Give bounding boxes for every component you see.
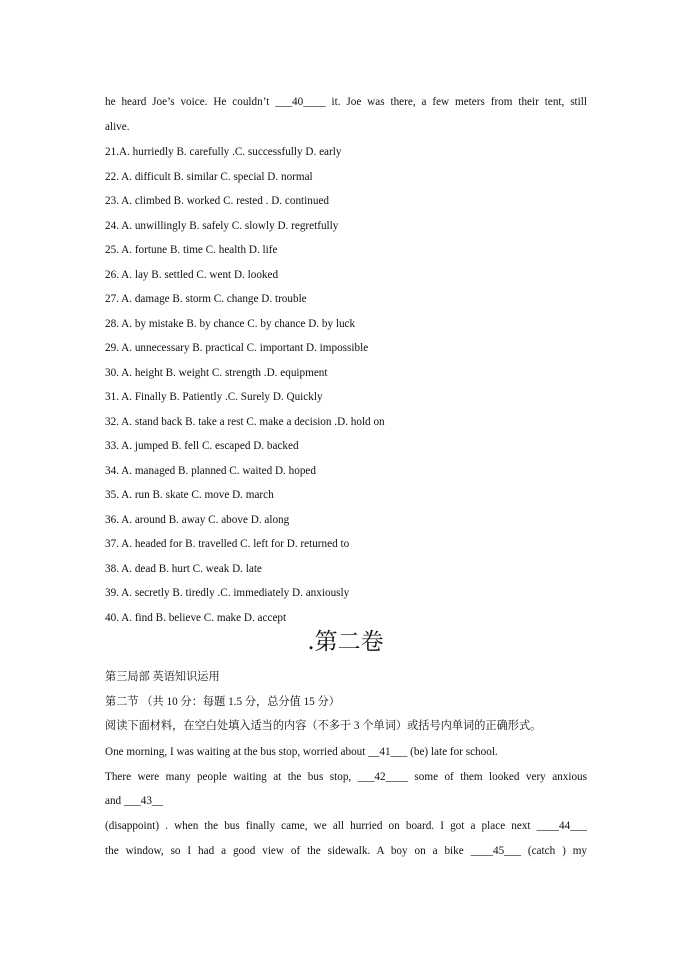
- passage-line: One morning, I was waiting at the bus stop, worried about __41___ (be) late for school.: [105, 746, 498, 758]
- passage-line: alive.: [105, 121, 130, 133]
- passage-line: and ___43__: [105, 795, 164, 807]
- question-33: 33. A. jumped B. fell C. escaped D. backed: [105, 440, 299, 452]
- question-32: 32. A. stand back B. take a rest C. make a decision .D. hold on: [105, 415, 385, 428]
- question-28: 28. A. by mistake B. by chance C. by chance D. by luck: [105, 317, 356, 330]
- question-34: 34. A. managed B. planned C. waited D. hoped: [105, 464, 316, 477]
- question-35: 35. A. run B. skate C. move D. march: [105, 489, 274, 501]
- question-39: 39. A. secretly B. tiredly .C. immediately D. anxiously: [105, 587, 350, 599]
- question-38: 38. A. dead B. hurt C. weak D. late: [105, 562, 262, 575]
- volume-heading: .第二卷: [307, 629, 384, 655]
- question-30: 30. A. height B. weight C. strength .D. equipment: [105, 366, 328, 379]
- section-title: 第二节 （共 10 分：每题 1.5 分，总分值 15 分）: [105, 695, 340, 708]
- passage-line: the window, so I had a good view of the sidewalk. A boy on a bike ____45___ (catch ) my: [105, 844, 587, 857]
- question-24: 24. A. unwillingly B. safely C. slowly D. regretfully: [105, 219, 339, 232]
- question-23: 23. A. climbed B. worked C. rested . D. continued: [105, 195, 330, 207]
- passage-line: There were many people waiting at the bus stop, ___42____ some of them looked very anxious: [105, 770, 587, 783]
- question-26: 26. A. lay B. settled C. went D. looked: [105, 268, 279, 281]
- question-27: 27. A. damage B. storm C. change D. trouble: [105, 293, 307, 305]
- question-40: 40. A. find B. believe C. make D. accept: [105, 611, 287, 624]
- passage-line: he heard Joe’s voice. He couldn’t ___40____ it. Joe was there, a few meters from their tent, still: [105, 96, 587, 108]
- question-37: 37. A. headed for B. travelled C. left for D. returned to: [105, 538, 350, 550]
- question-36: 36. A. around B. away C. above D. along: [105, 513, 290, 526]
- question-29: 29. A. unnecessary B. practical C. important D. impossible: [105, 342, 369, 354]
- question-31: 31. A. Finally B. Patiently .C. Surely D. Quickly: [105, 391, 323, 403]
- part-title: 第三局部 英语知识运用: [105, 671, 220, 683]
- question-21: 21.A. hurriedly B. carefully .C. successfully D. early: [105, 146, 342, 158]
- question-22: 22. A. difficult B. similar C. special D. normal: [105, 170, 313, 183]
- instruction-text: 阅读下面材料，在空白处填入适当的内容（不多于 3 个单词）或括号内单词的正确形式。: [105, 720, 542, 732]
- passage-line: (disappoint) . when the bus finally came, we all hurried on board. I got a place next ____44___: [105, 820, 587, 832]
- question-25: 25. A. fortune B. time C. health D. life: [105, 244, 278, 256]
